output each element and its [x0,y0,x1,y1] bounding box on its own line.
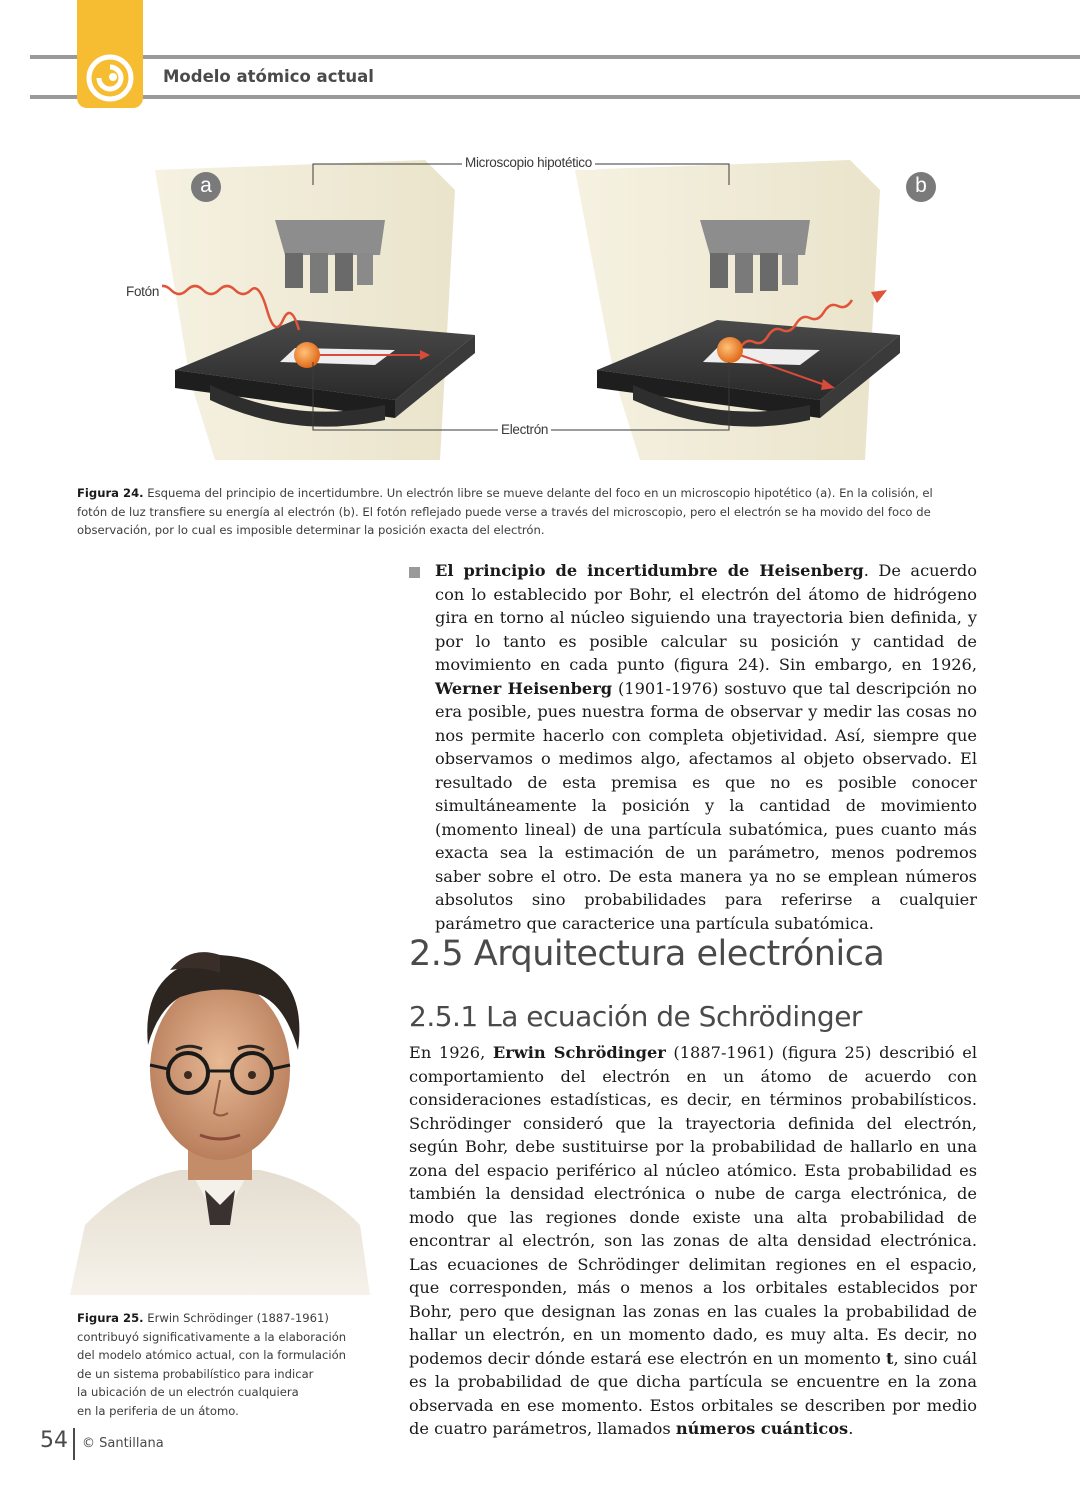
microscope-b [575,160,900,460]
header-rule-bottom [30,95,1080,99]
figure-25-caption-line: la ubicación de un electrón cualquiera [77,1385,299,1399]
schrodinger-name: Erwin Schrödinger [492,1043,666,1062]
heisenberg-text-2: (1901-1976) sostuvo que tal descripción no era posible, pues nuestra forma de observar y medir las cosas no nos permite hacerlo con completa objetividad. Así, siempre que observamos o medimos algo, afectamos al objeto observado. El resultado de esta premisa es que no es posible conocer simultáneamente la posición y la cantidad de movimiento (momento lineal) de una partícula subatómica, pues cuanto más exacta sea la estimación de un parámetro, menos podremos saber sobre el otro. De esta manera ya no se emplean números absolutos sino probabilidades para referirse a cualquier parámetro que caracterice una partícula subatómica. [435,678,977,933]
figure-25-caption-text: Erwin Schrödinger (1887-1961) [143,1311,329,1325]
schrodinger-text-1: En 1926, [409,1043,493,1062]
label-photon: Fotón [123,284,162,299]
schrodinger-text-2: (1887-1961) (figura 25) describió el comportamiento del electrón en un átomo de acuerdo con consideraciones estadísticas, es decir, en términos probabilísticos. Schrödinger consideró que la trayectoria definida del electrón, según Bohr, debe sustituirse por la probabilidad de hallarlo en una zona del espacio periférico al núcleo atómico. Esta probabilidad es también la densidad electrónica o nube de carga electrónica, de modo que las regiones donde existe una alta probabilidad de encontrar al electrón, son las zonas de alta densidad electrónica. Las ecuaciones de Schrödinger delimitan regiones en el espacio, que corresponden, más o menos a los orbitales establecidos por Bohr, pero que designan las zonas en las cuales la probabilidad de hallar un electrón, en un momento dado, es muy alta. Es decir, no podemos decir dónde estará ese electrón en un momento [409,1043,977,1368]
header-title: Modelo atómico actual [163,67,374,86]
schrodinger-text-4: . [848,1419,854,1438]
figure-24-caption-text: Esquema del principio de incertidumbre. Un electrón libre se mueve delante del foco en un microscopio hipotético (a). En la colisión, el fotón de luz transfiere su energía al electrón (b). El fotón reflejado puede verse a través del microscopio, pero el electrón se ha movido del foco de observación, por lo cual es imposible determinar la posición exacta del electrón. [77,486,933,537]
figure-25-caption-line: en la periferia de un átomo. [77,1403,239,1418]
schrodinger-paragraph [409,1041,977,1441]
heisenberg-lead: El principio de incertidumbre de Heisenberg [435,561,864,580]
page-number: 54 [40,1428,68,1453]
label-microscope: Microscopio hipotético [462,155,595,170]
header-rule-top [30,55,1080,59]
figure-24-caption [77,484,965,540]
footer-divider [73,1428,75,1460]
schrodinger-portrait [70,925,370,1295]
schrodinger-t: t [885,1348,894,1368]
schrodinger-quantum-numbers: números cuánticos [675,1419,849,1438]
badge-a: a [191,172,221,202]
bullet-square [409,567,420,578]
label-electron: Electrón [498,422,551,437]
spiral-logo-icon [84,52,136,104]
figure-25-caption [77,1309,377,1420]
heisenberg-text-1: . De acuerdo con lo establecido por Bohr, el electrón del átomo de hidrógeno gira en torno al núcleo siguiendo una trayectoria bien definida, y por lo tanto es posible calcular su posición y cantidad de movimiento en cada punto (figura 24). Sin embargo, en 1926, [435,561,977,674]
figure-24-caption-title: Figura 24. [77,486,144,500]
schrodinger-text-3: , sino cuál es la probabilidad de que dicha partícula se encuentre en la zona observada en ese momento. Estos orbitales se describen por medio de cuatro parámetros, llamados [409,1348,977,1438]
figure-25-caption-title: Figura 25. [77,1311,144,1325]
figure-25-caption-line: del modelo atómico actual, con la formulación [77,1348,347,1362]
microscope-a [155,160,475,460]
figure-25-caption-line [77,1309,377,1328]
heisenberg-name: Werner Heisenberg [435,678,613,698]
heisenberg-paragraph [435,559,977,935]
badge-b: b [906,172,936,202]
publisher: © Santillana [82,1436,164,1451]
figure-25-caption-line: contribuyó significativamente a la elaboración [77,1329,347,1344]
figure-25-caption-line: de un sistema probabilístico para indicar [77,1366,314,1381]
subsection-heading: 2.5.1 La ecuación de Schrödinger [409,1000,862,1033]
section-heading: 2.5 Arquitectura electrónica [409,934,885,974]
